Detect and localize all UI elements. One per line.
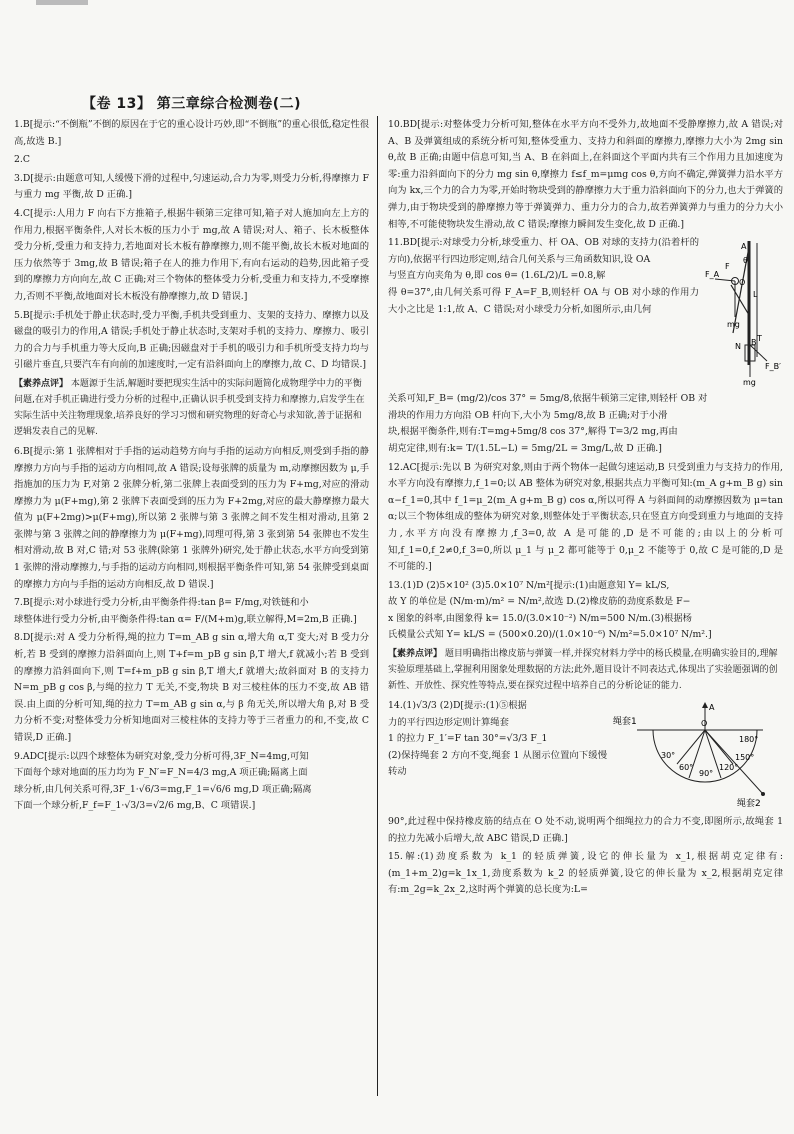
answer-8: 8.D[提示:对 A 受力分析得,绳的拉力 T=m_AB g sin α,增大角 α,T 变大;对 B 受力分析,若 B 受到的摩擦力沿斜面向上,则 T+f=m_pB g sin β,T 增大,f 就减小;若 B 受到的摩擦力沿斜面向下,则 T=f+m_pB g sin β,T 增大,f 就增大;故斜面对 B 的支持力 N=m_pB g cos β,与绳的拉力 T 无关,不变,物块 B 对三棱柱体的压力不变,故 AB 错误.由上面的分析可知,绳的拉力 T=m_AB g sin α,与 β 角无关,所以增大角 β,对 B 受力分析不变;对整体受力分析知地面对三棱柱体的支持力等于三者重力的和,不变,故 C 错误,D 正确.] — [14, 632, 369, 743]
left-column — [14, 117, 369, 817]
answer-11-line-1: 11.BD[提示:对球受力分析,球受重力、杆 OA、OB 对球的支持力(沿着杆的方向),依据平行四边形定则,结合几何关系与三角函数知识,设 OA — [388, 237, 699, 265]
answer-7-line-1: 7.B[提示:对小球进行受力分析,由平衡条件得:tan β= F/mg,对铁链和小 — [14, 597, 309, 609]
fig11-label-fb: F_B′ — [765, 362, 781, 372]
answer-13-line-2: 故 Y 的单位是 (N/m·m)/m² = N/m²,故选 D.(2)橡皮筋的劲度系数是 F− — [388, 596, 691, 608]
answer-11-line-6: 块,根据平衡条件,则有:T=mg+5mg/8 cos 37°,解得 T=3/2 mg,再由 — [388, 426, 678, 438]
fig11-label-a: A — [741, 242, 747, 252]
answer-6: 6.B[提示:第 1 张牌相对于手指的运动趋势方向与手指的运动方向相反,则受到手指的静摩擦力方向与手指的运动方向相同,故 A 错误;设每张牌的质量为 m,动摩擦因数为 μ,手指施加的压力为 F,对第 2 张牌分析,第二张牌上表面受到的压力为 F+mg,对应的滑动摩擦力为 μ(F+mg),第 2 张牌下表面受到的压力为 F+2mg,对应的最大静摩擦力最大值为 μ(F+2mg)>μ(F+mg),所以第 2 张牌与第 3 张牌之间不发生相对滑动,且第 2 张牌与第 3 张牌之间的静摩擦力为 μ(F+mg),同理可得,第 3 张到第 54 张牌也不发生相对滑动,故 B 对,C 错;对 53 张牌(除第 1 张牌外)研究,处于静止状态,水平方向受到第 1 张牌的滑动摩擦力,与手指的运动方向相同,则根据平衡条件可知,第 54 张牌受到桌面的摩擦力方向与手指的运动方向相反,故 D 错误.] — [14, 445, 369, 590]
answer-14-line-1: 14.(1)√3/3 (2)D[提示:(1)⑤根据 — [388, 700, 527, 712]
figure-11-force-diagram — [705, 237, 783, 387]
fig14-angle-180: 180° — [739, 735, 759, 745]
answer-10: 10.BD[提示:对整体受力分析可知,整体在水平方向不受外力,故地面不受静摩擦力,故 A 错误;对 A、B 及弹簧组成的系统分析可知,整体受重力、支持力和斜面的摩擦力,摩擦力大小为 2mg sin θ,故 B 正确;由题中信息可知,当 A、B 在斜面上,在斜面这个平面内共有三个作用力且加速度为零:重力沿斜面向下的分力 mg sin θ,摩擦力 f≤f_m=μmg cos θ,方向不确定,弹簧弹力沿水平方向为 kx,三个力的合力为零,开始时物块受到的静摩擦力大于重力沿斜面向下的分力,也大于弹簧的弹力,由于物块受到的静摩擦力等于弹簧弹力、重力分力的合力,故若弹簧弹力与重力的分力大小相等,不可能使物块发生滑动,故 C 错误;摩擦力瞬间发生变化,故 D 正确.] — [388, 119, 783, 230]
fig14-angle-90: 90° — [699, 769, 714, 779]
figure-14-protractor — [613, 700, 783, 810]
answer-7 — [14, 595, 369, 628]
answer-13-line-4: 氏模量公式知 Y= kL/S = (500×0.20)/(1.0×10⁻⁶) N/m²=5.0×10⁷ N/m².] — [388, 629, 712, 641]
fig11-label-theta: θ — [743, 256, 748, 266]
comment-tag: 【素养点评】 — [388, 649, 443, 660]
column-divider — [377, 116, 378, 1096]
answer-9-line-3: 球分析,由几何关系可得,3F_1·√6/3=mg,F_1=√6/6 mg,D 项正确;隔离 — [14, 783, 312, 795]
answer-1: 1.B[提示:“不倒瓶”不倒的原因在于它的重心设计巧妙,即“不倒瓶”的重心很低,稳定性很高,故选 B.] — [14, 119, 369, 147]
page-title: 【卷 13】 第三章综合检测卷(二) — [82, 96, 302, 112]
answer-13 — [388, 578, 783, 644]
fig11-label-l: L — [753, 290, 758, 300]
fig11-label-fa: F_A — [705, 270, 720, 280]
comment-tag: 【素养点评】 — [14, 378, 69, 389]
answer-14-line-3: 1 的拉力 F_1′=F tan 30°=√3/3 F_1 — [388, 733, 548, 745]
fig11-label-o: O — [739, 278, 746, 288]
answer-14-line-5: 90°,此过程中保持橡皮筋的结点在 O 处不动,说明两个细绳拉力的合力不变,即图所示,故绳套 1 的拉力先减小后增大,故 ABC 错误,D 正确.] — [388, 816, 783, 844]
answer-9-line-4: 下面一个球分析,F_f=F_1·√3/3=√2/6 mg,B、C 项错误.] — [14, 800, 256, 812]
answer-7-line-2: 球整体进行受力分析,由平衡条件得:tan α= F/(M+m)g,联立解得,M=2m,B 正确.] — [14, 613, 357, 625]
comment-text: 本题源于生活,解题时要把现实生活中的实际问题简化成物理学中力的平衡问题,在对手机正确进行受力分析的过程中,正确认识手机受到支持力和摩擦力,启发学生在实际生活中关注物理现象,培养良好的学习习惯和研究物理的好奇心与求知欲,善于证据和逻辑发表自己的见解. — [14, 378, 365, 437]
answer-5: 5.B[提示:手机处于静止状态时,受力平衡,手机共受到重力、支架的支持力、摩擦力以及磁盘的吸引力的作用,A 错误;手机处于静止状态时,支架对手机的支持力、摩擦力、吸引力的合力与手机重力等大反向,B 正确;因磁盘对于手机的吸引力和手机所受支持力均与引磁片垂直,只要汽车有向前的加速度时,一定有沿斜面向上的摩擦力,故 C、D 均错误.] — [14, 309, 369, 371]
answer-13-line-1: 13.(1)D (2)5×10² (3)5.0×10⁷ N/m²[提示:(1)由题意知 Y= kL/S, — [388, 579, 670, 591]
answer-12: 12.AC[提示:先以 B 为研究对象,则由于两个物体一起做匀速运动,B 只受到重力与支持力的作用,水平方向没有摩擦力,f_1=0;以 AB 整体为研究对象,根据共点力平衡可知:(m_A g+m_B g) sin α−f_1=0,其中 f_1=μ_2(m_A g+m_B g) cos α,所以可得 A 与斜面间的动摩擦因数为 μ=tan α;以三个物体组成的整体为研究对象,则整体处于平衡状态,只在竖直方向受到重力与地面的支持力,水平方向没有摩擦力,f_3=0,故 A 是可能的,D 是不可能的;由以上的分析可知,f_1=0,f_2≠0,f_3=0,所以 μ_1 与 μ_2 都可能等于 0,μ_2 不能等于 0,故 C 是可能的,D 是不可能的.] — [388, 461, 783, 573]
answer-11-line-4: 关系可知,F_B= (mg/2)/cos 37° = 5mg/8,依据牛顿第三定律,则轻杆 OB 对 — [388, 393, 708, 405]
answer-11-line-2: 与竖直方向夹角为 θ,即 cos θ= (1.6L/2)/L =0.8,解 — [388, 270, 606, 282]
right-column — [388, 117, 783, 901]
answer-13-line-3: x 图象的斜率,由图象得 k= 15.0/(3.0×10⁻²) N/m=500 N/m.(3)根据杨 — [388, 612, 692, 624]
fig11-label-t: T — [757, 334, 762, 344]
fig14-angle-120: 120° — [719, 763, 739, 773]
answer-14-line-4: (2)保持绳套 2 方向不变,绳套 1 从图示位置向下缓慢转动 — [388, 749, 607, 778]
answer-9 — [14, 749, 369, 815]
answer-14 — [388, 698, 783, 847]
fig14-label-o: O — [701, 719, 708, 729]
answer-3: 3.D[提示:由题意可知,人缓慢下滑的过程中,匀速运动,合力为零,则受力分析,得摩擦力 F 与重力 mg 平衡,故 D 正确.] — [14, 172, 369, 201]
fig14-angle-30: 30° — [661, 751, 676, 761]
literacy-comment-1 — [14, 376, 369, 440]
answer-4: 4.C[提示:人用力 F 向右下方推箱子,根据牛顿第三定律可知,箱子对人施加向左上方的作用力,根据平衡条件,人对长木板的压力小于 mg,故 A 错误;对人、箱子、长木板整体受力分析,受重力和支持力,若地面对长木板有静摩擦力,则不能平衡,故长木板对地面的压力依然等于 3mg,故 B 错误;箱子在人的推力作用下,有向右运动的趋势,因此箱子受到的摩擦力方向向左,故 C 正确;对三个物体的整体受力分析,受重力和支持力,不受摩擦力,否则不平衡,故地面对长木板没有静摩擦力,故 D 错误.] — [14, 207, 369, 302]
answer-2: 2.C — [14, 154, 30, 166]
fig14-angle-150: 150° — [735, 753, 755, 763]
fig11-label-b: B — [751, 338, 757, 348]
fig14-label-a: A — [709, 703, 715, 713]
fig14-rope-2: 绳套2 — [737, 799, 761, 810]
answer-11-line-7: 胡克定律,则有:k= T/(1.5L−L) = 5mg/2L = 3mg/L,故 D 正确.] — [388, 442, 662, 454]
fig11-label-f: F — [725, 262, 730, 272]
fig11-label-n: N — [735, 342, 741, 352]
answer-9-line-2: 下面每个球对地面的压力均为 F_N′=F_N=4/3 mg,A 项正确;隔离上面 — [14, 767, 308, 779]
fig11-label-mg: mg — [727, 320, 740, 330]
answer-11-line-5: 滑块的作用力方向沿 OB 杆向下,大小为 5mg/8,故 B 正确;对于小滑 — [388, 409, 668, 421]
answer-11 — [388, 235, 783, 457]
fig11-label-mg2: mg — [743, 378, 756, 388]
scan-edge-mark — [36, 0, 88, 5]
answer-14-line-2: 力的平行四边形定则计算绳套 — [388, 716, 509, 728]
fig14-rope-1: 绳套1 — [613, 717, 637, 728]
answer-11-line-3: 得 θ=37°,由几何关系可得 F_A=F_B,则轻杆 OA 与 OB 对小球的作用力大小之比是 1:1,故 A、C 错误;对小球受力分析,如图所示,由几何 — [388, 286, 699, 315]
comment-text: 题目明确指出橡皮筋与弹簧一样,并探究材料力学中的杨氏模量,在明确实验目的,理解实验原理基础上,掌握利用图象处理数据的方法;此外,题目设计不同表达式,体现出了实验题强调的创新性、开放性、探究性等特点,要在探究过程中培养自己的分析论证的能力. — [388, 649, 778, 692]
fig14-angle-60: 60° — [679, 763, 694, 773]
answer-15: 15.解:(1)劲度系数为 k_1 的轻质弹簧,设它的伸长量为 x_1,根据胡克定律有:(m_1+m_2)g=k_1x_1,劲度系数为 k_2 的轻质弹簧,设它的伸长量为 x_2,根据胡克定律有:m_2g=k_2x_2,这时两个弹簧的总长度为:L= — [388, 851, 783, 896]
answer-9-line-1: 9.ADC[提示:以四个球整体为研究对象,受力分析可得,3F_N=4mg,可知 — [14, 750, 309, 762]
literacy-comment-2 — [388, 646, 783, 694]
